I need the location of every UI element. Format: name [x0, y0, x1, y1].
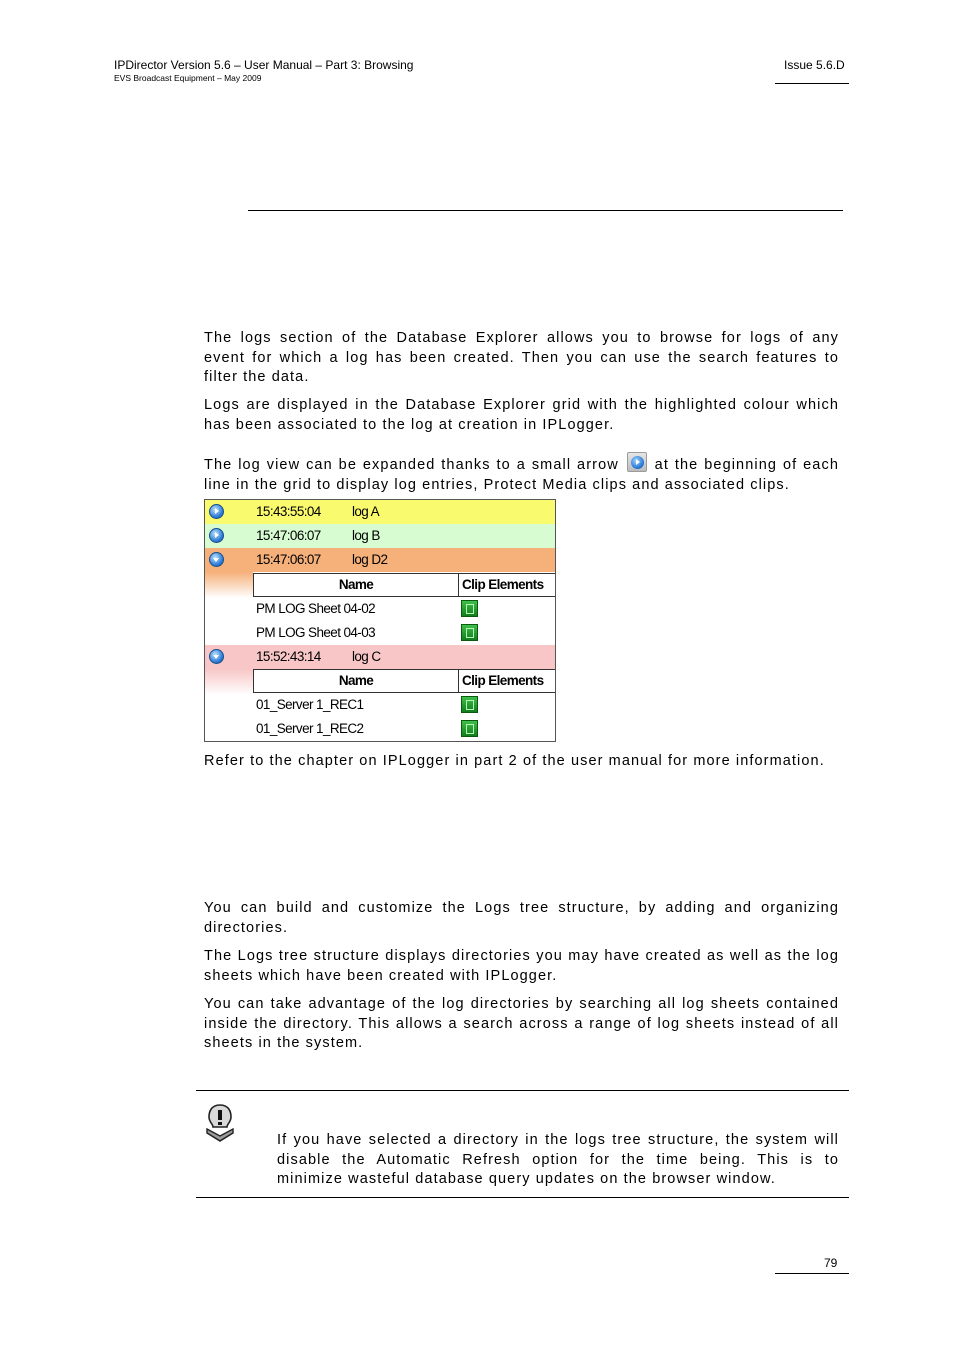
note-icon: [203, 1103, 237, 1145]
grid-row-log-b[interactable]: [205, 524, 555, 548]
expand-arrow-icon[interactable]: [209, 504, 224, 519]
log-time: 15:43:55:04: [256, 504, 321, 519]
issue-underline: [775, 83, 849, 84]
grid-row-log-c[interactable]: [205, 645, 555, 669]
column-clip-elements-header[interactable]: Clip Elements: [462, 673, 544, 688]
clip-elements-icon[interactable]: [461, 624, 478, 641]
column-name-header[interactable]: Name: [254, 670, 459, 692]
grid-row-log-a[interactable]: [205, 500, 555, 524]
log-time: 15:47:06:07: [256, 528, 321, 543]
note-text: If you have selected a directory in the logs tree structure, the system will disable the Automatic Refresh option for the time being. This is to minimize wasteful database query updates on the browser window.: [277, 1132, 839, 1187]
subgrid-row[interactable]: [253, 621, 555, 645]
clip-name: 01_Server 1_REC1: [256, 697, 364, 712]
paragraph-refer: Refer to the chapter on IPLogger in part 2 of the user manual for more information.: [204, 753, 825, 769]
grid-row-log-d2[interactable]: [205, 548, 555, 572]
subgrid-row[interactable]: [253, 693, 555, 717]
page-number: 79: [824, 1256, 838, 1270]
column-name-header[interactable]: Name: [254, 574, 459, 596]
clip-name: 01_Server 1_REC2: [256, 721, 364, 736]
paragraph-tree-search: You can take advantage of the log directories by searching all log sheets contained inside the directory. This allows a search across a range of log sheets instead of all sheets in the system.: [204, 996, 839, 1051]
log-sheet-name: PM LOG Sheet 04-03: [256, 625, 376, 640]
paragraph-expand: [204, 452, 839, 495]
section-rule: [248, 210, 843, 211]
log-name: log B: [352, 528, 380, 543]
paragraph-expand-end: at the beginning of each line in the grid to display log entries, Protect Media clips and associated clips.: [204, 457, 839, 493]
collapse-arrow-icon[interactable]: [209, 649, 224, 664]
clip-elements-icon[interactable]: [461, 720, 478, 737]
column-clip-elements-header[interactable]: Clip Elements: [462, 577, 544, 592]
header-issue: Issue 5.6.D: [784, 58, 845, 72]
subgrid-header: [253, 669, 556, 693]
log-sheet-name: PM LOG Sheet 04-02: [256, 601, 376, 616]
subgrid-row[interactable]: [253, 597, 555, 621]
log-grid: [204, 499, 556, 742]
row-fade: [205, 572, 253, 598]
clip-elements-icon[interactable]: [461, 696, 478, 713]
page-number-underline: [775, 1273, 849, 1274]
log-time: 15:47:06:07: [256, 552, 321, 567]
header-subtitle: EVS Broadcast Equipment – May 2009: [114, 73, 262, 83]
expand-arrow-icon: [627, 452, 647, 472]
paragraph-tree-display: The Logs tree structure displays directories you may have created as well as the log sheets which have been created with IPLogger.: [204, 948, 839, 984]
subgrid-row[interactable]: [253, 717, 555, 741]
note-top-rule: [196, 1090, 849, 1091]
row-fade: [205, 669, 253, 695]
collapse-arrow-icon[interactable]: [209, 552, 224, 567]
clip-elements-icon[interactable]: [461, 600, 478, 617]
subgrid-header: [253, 573, 556, 597]
log-name: log C: [352, 649, 381, 664]
paragraph-tree-build: You can build and customize the Logs tree structure, by adding and organizing directories.: [204, 900, 839, 936]
log-name: log D2: [352, 552, 388, 567]
log-name: log A: [352, 504, 380, 519]
paragraph-expand-start: The log view can be expanded thanks to a small arrow: [204, 457, 619, 473]
log-time: 15:52:43:14: [256, 649, 321, 664]
header-title: IPDirector Version 5.6 – User Manual – Part 3: Browsing: [114, 58, 414, 72]
note-bottom-rule: [196, 1197, 849, 1198]
expand-arrow-icon[interactable]: [209, 528, 224, 543]
paragraph-logs-intro: The logs section of the Database Explorer allows you to browse for logs of any event for which a log has been created. Then you can use the search features to filter the data.: [204, 330, 839, 385]
paragraph-logs-display: Logs are displayed in the Database Explorer grid with the highlighted colour which has been associated to the log at creation in IPLogger.: [204, 397, 839, 433]
